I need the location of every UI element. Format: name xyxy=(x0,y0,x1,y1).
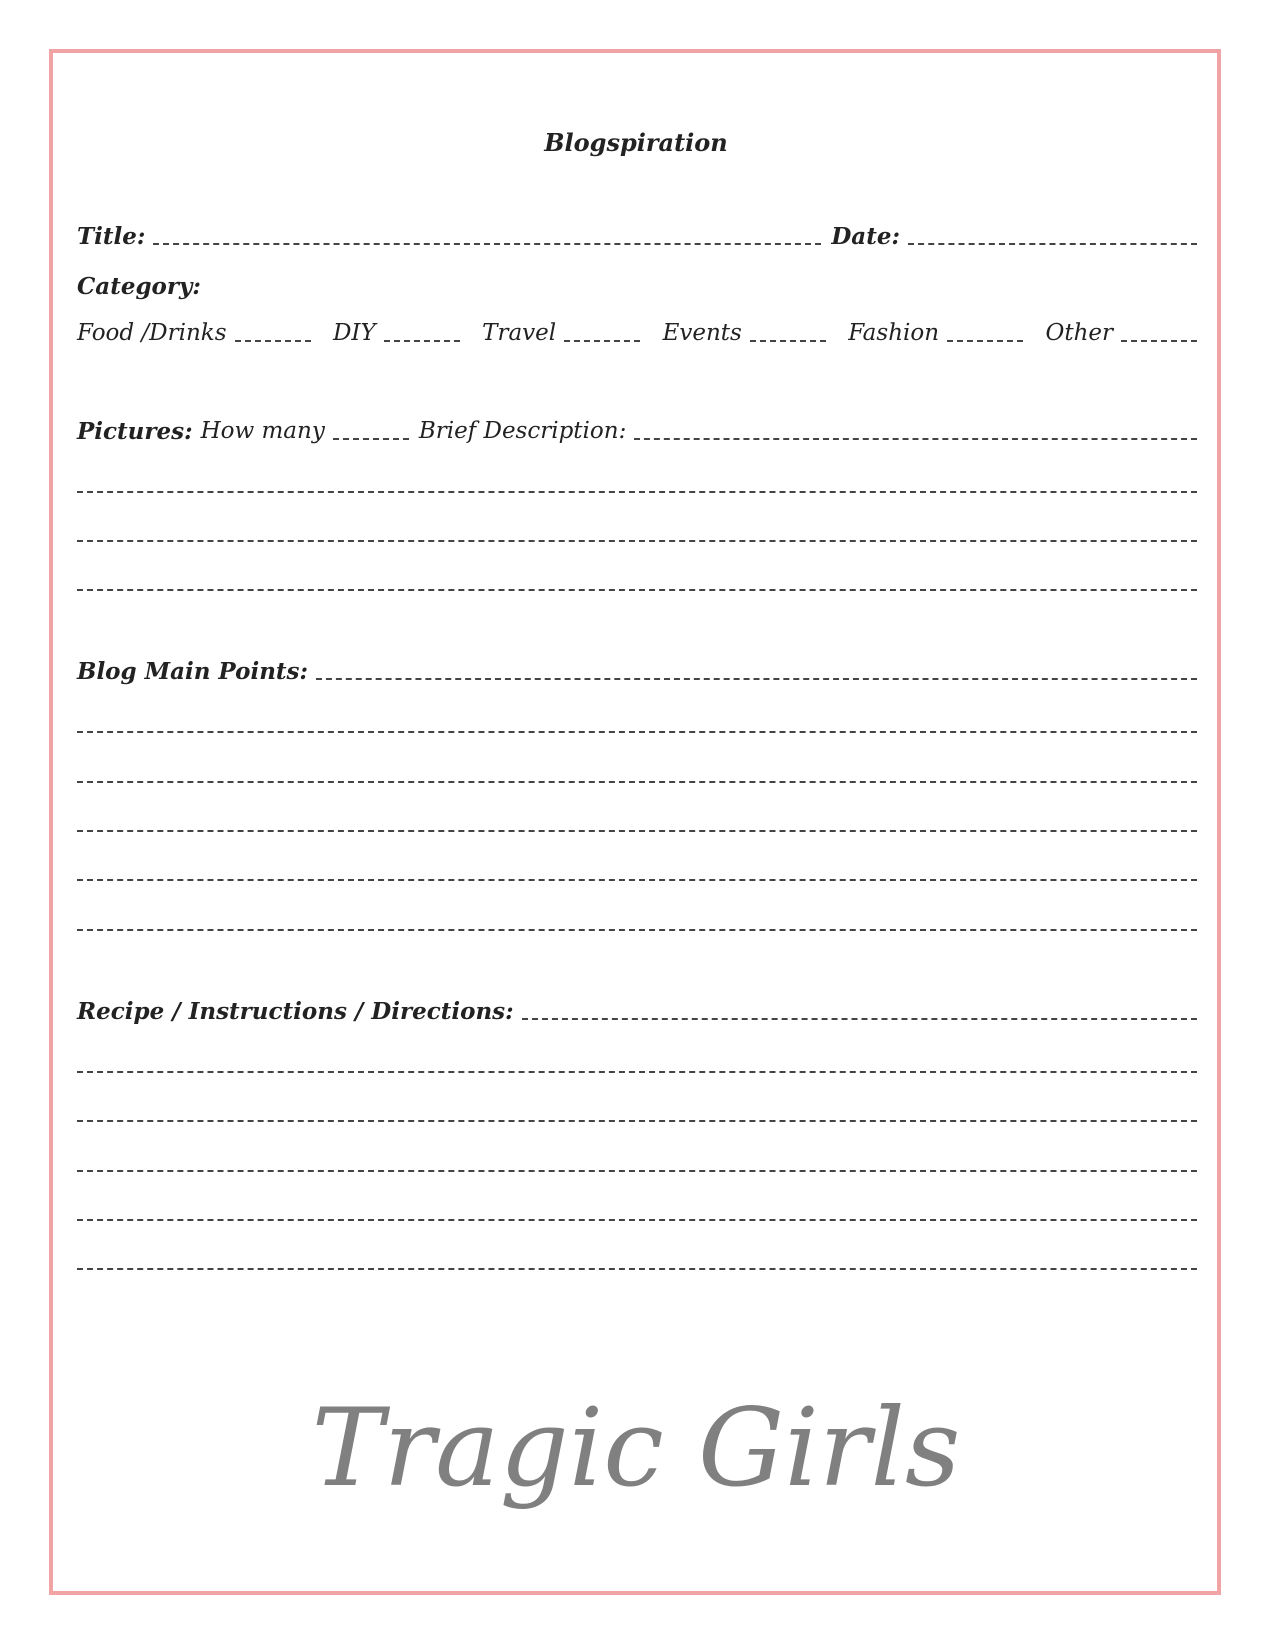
brief-description-label: Brief Description: xyxy=(418,418,627,444)
main-points-line[interactable] xyxy=(77,731,1197,733)
main-points-line[interactable] xyxy=(77,830,1197,832)
main-points-line[interactable] xyxy=(77,879,1197,881)
category-options xyxy=(77,322,1197,345)
how-many-field[interactable] xyxy=(333,437,409,440)
description-line[interactable] xyxy=(77,589,1197,591)
category-row xyxy=(77,275,1197,298)
pictures-row xyxy=(77,420,1197,443)
category-option-blank[interactable] xyxy=(564,339,640,342)
category-option-label: Travel xyxy=(482,320,557,346)
page-title: Blogspiration xyxy=(544,128,728,157)
category-option-blank[interactable] xyxy=(384,339,460,342)
recipe-field[interactable] xyxy=(522,1017,1197,1020)
category-option-blank[interactable] xyxy=(235,339,311,342)
recipe-line[interactable] xyxy=(77,1268,1197,1270)
category-option xyxy=(663,322,836,345)
category-option-label: Events xyxy=(662,320,742,346)
category-option xyxy=(333,322,470,345)
category-option-label: Other xyxy=(1045,320,1113,346)
category-option-blank[interactable] xyxy=(750,339,826,342)
category-option-blank[interactable] xyxy=(947,339,1023,342)
category-option xyxy=(482,322,650,345)
category-label: Category: xyxy=(77,273,201,300)
main-points-line[interactable] xyxy=(77,929,1197,931)
pictures-label: Pictures: xyxy=(77,418,193,445)
how-many-label: How many xyxy=(200,418,325,444)
main-points-label: Blog Main Points: xyxy=(77,658,308,685)
recipe-row xyxy=(77,1000,1197,1023)
title-date-row xyxy=(77,225,1197,248)
title-field[interactable] xyxy=(153,242,821,245)
recipe-line[interactable] xyxy=(77,1120,1197,1122)
category-option-label: Food /Drinks xyxy=(77,320,227,346)
category-option xyxy=(848,322,1033,345)
date-field[interactable] xyxy=(908,242,1197,245)
brand-logo: Tragic Girls xyxy=(311,1386,961,1511)
category-option xyxy=(77,322,321,345)
recipe-label: Recipe / Instructions / Directions: xyxy=(77,998,514,1025)
main-points-row xyxy=(77,660,1197,683)
description-line[interactable] xyxy=(77,540,1197,542)
description-line[interactable] xyxy=(77,491,1197,493)
main-points-field[interactable] xyxy=(316,677,1197,680)
category-option-blank[interactable] xyxy=(1121,339,1197,342)
recipe-line[interactable] xyxy=(77,1170,1197,1172)
category-option-label: Fashion xyxy=(848,320,940,346)
date-label: Date: xyxy=(831,223,900,250)
category-option-label: DIY xyxy=(332,320,376,346)
recipe-line[interactable] xyxy=(77,1219,1197,1221)
main-points-line[interactable] xyxy=(77,781,1197,783)
title-label: Title: xyxy=(77,223,146,250)
category-option xyxy=(1045,322,1197,345)
recipe-line[interactable] xyxy=(77,1071,1197,1073)
brief-description-field[interactable] xyxy=(634,437,1197,440)
